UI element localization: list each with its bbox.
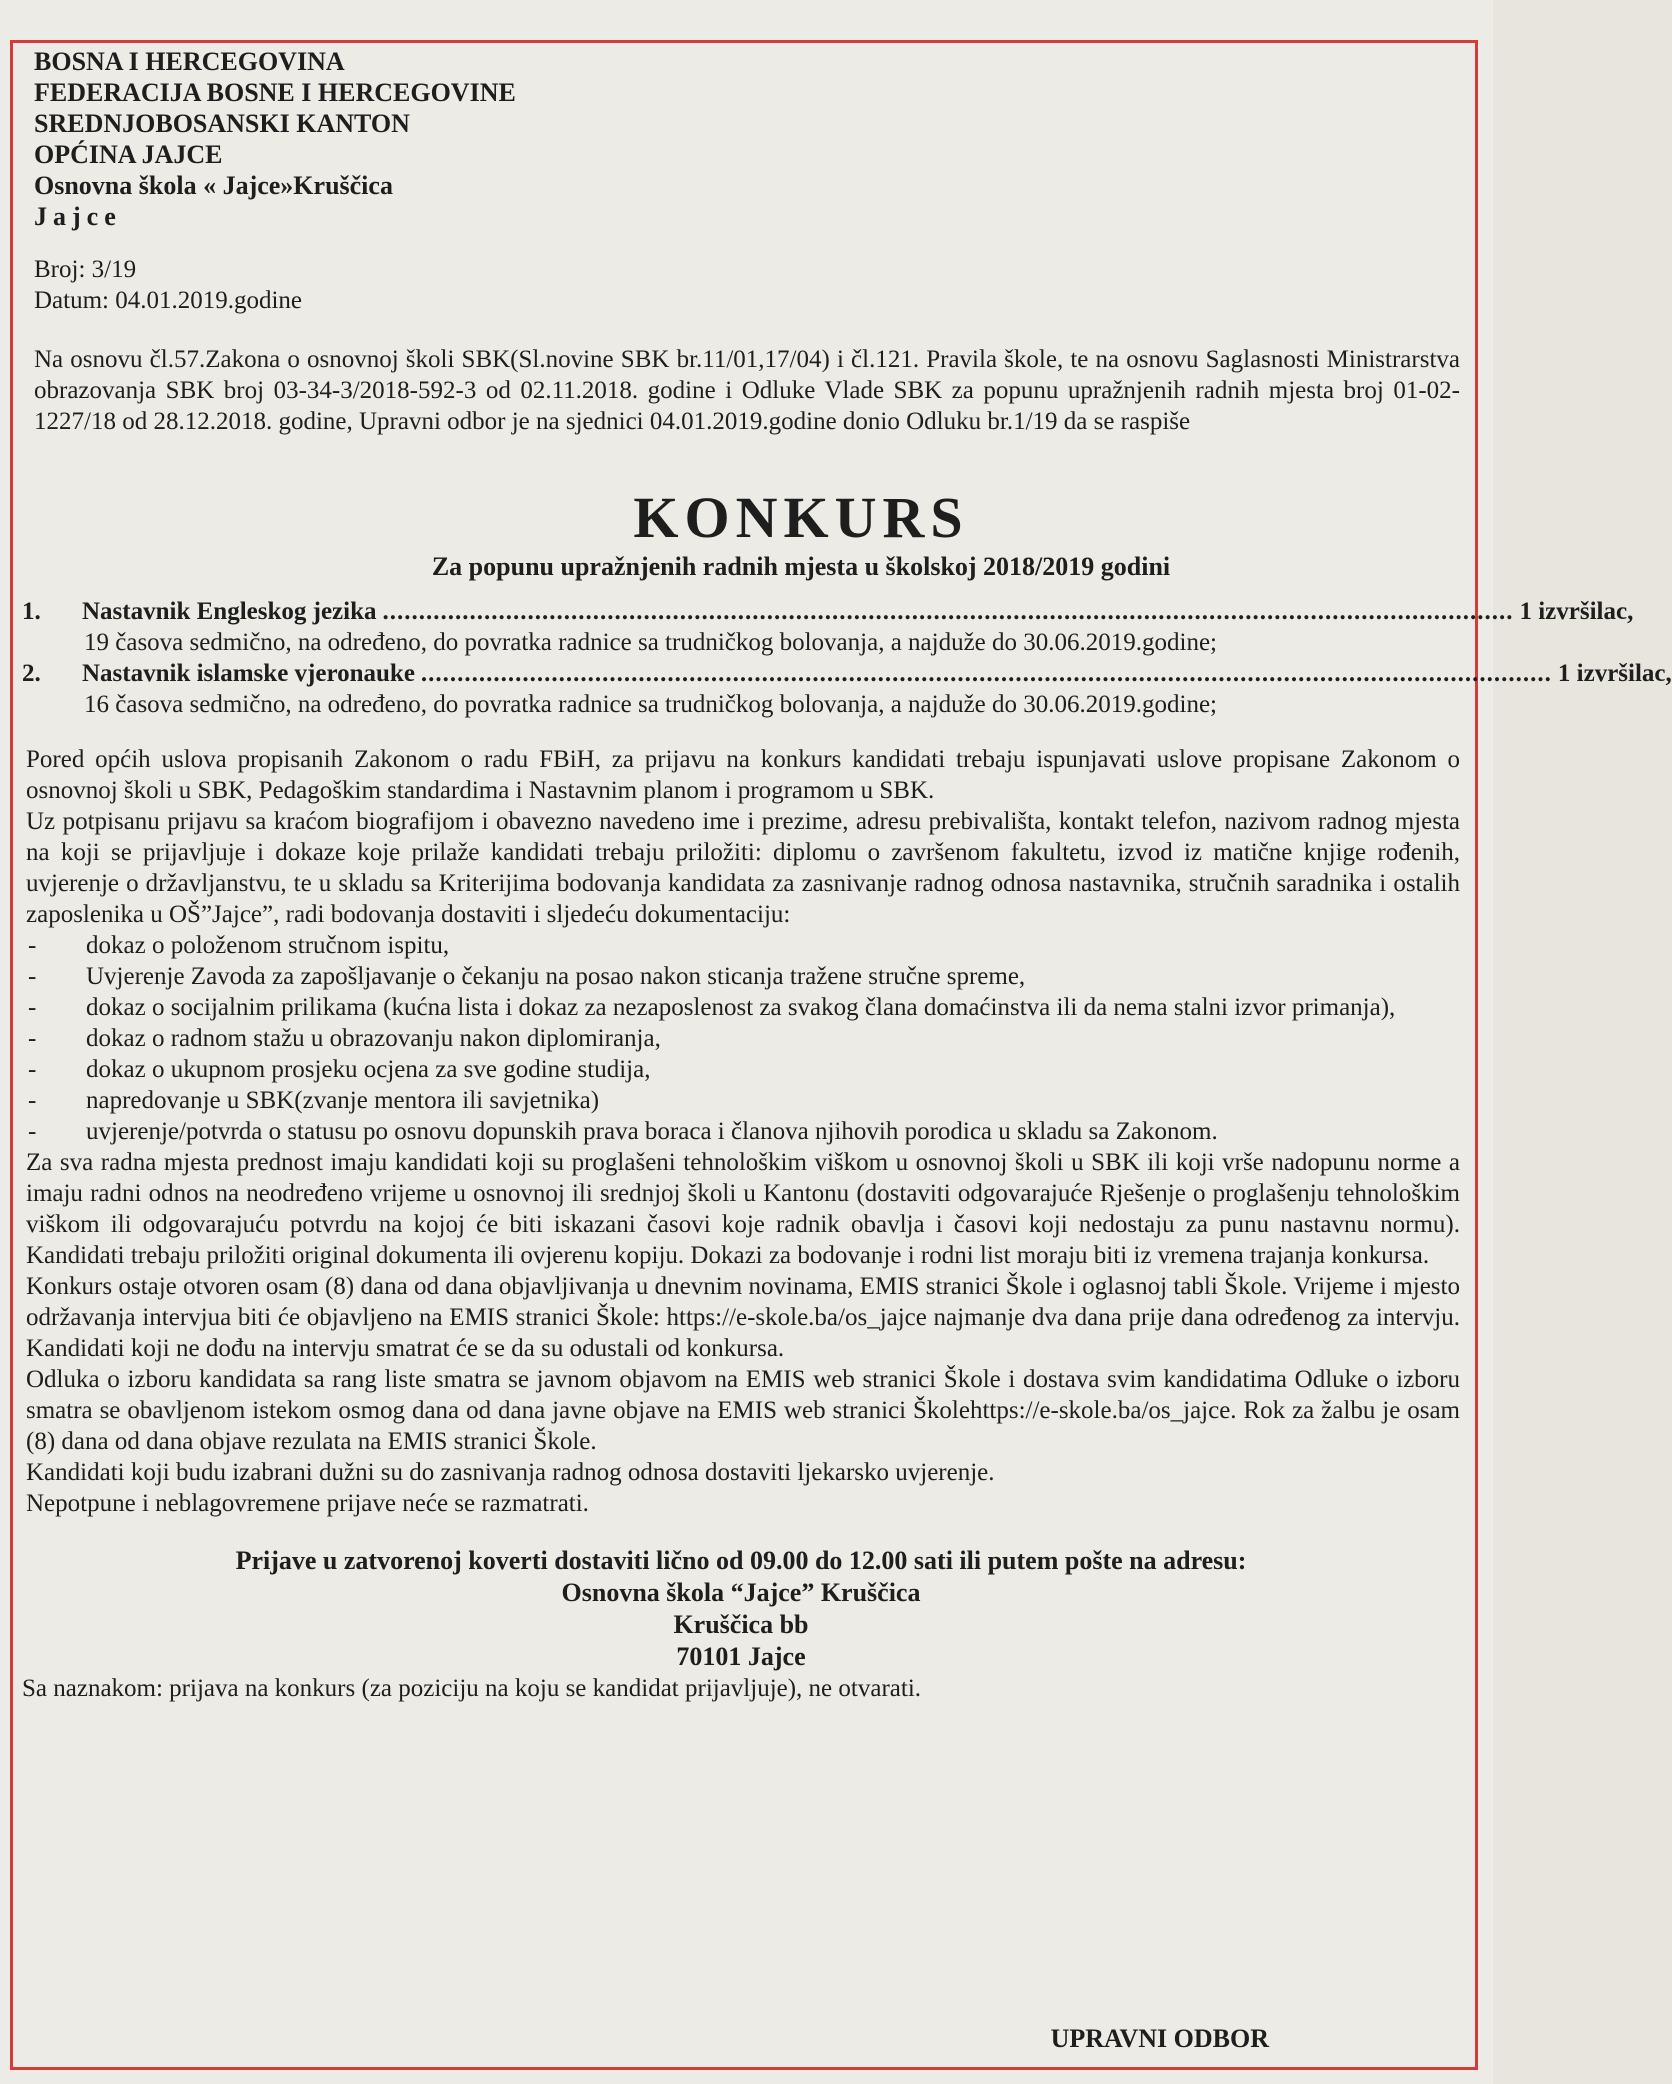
header-canton: SREDNJOBOSANSKI KANTON bbox=[34, 109, 410, 138]
header-country: BOSNA I HERCEGOVINA bbox=[34, 47, 345, 76]
priority-paragraph: Za sva radna mjesta prednost imaju kandidati koji su proglašeni tehnološkim viškom u osnovnoj školi u SBK ili koji vrše nadopunu norme a imaju radni odnos na neodređeno vrijeme u osnovnoj ili srednjoj školi u Kantonu (dostaviti odgovarajuće Rješenje o proglašenju tehnološkim viškom ili odgovarajuću potvrdu na kojoj će biti iskazani časovi koje radnik obavlja i časovi koji nedostaju za punu nastavnu normu). Kandidati trebaju priložiti original dokumenta ili ovjerenu kopiju. Dokazi za bodovanje i rodni list moraju biti iz vremena trajanja konkursa. bbox=[26, 1149, 1460, 1269]
decision-paragraph: Odluka o izboru kandidata sa rang liste smatra se javnom objavom na EMIS web stranici Škole i dostava svim kandidatima Odluke o izboru smatra se obavljenom istekom osmog dana od dana javne objave na EMIS web stranici Školehttps://e-skole.ba/os_jajce. Rok za žalbu je osam (8) dana od dana objave rezulata na EMIS stranici Škole. bbox=[26, 1366, 1460, 1455]
position-number: 1. bbox=[22, 598, 41, 625]
position-description: 16 časova sedmično, na određeno, do povratka radnice sa trudničkog bolovanja, a najduže do 30.06.2019.godine; bbox=[84, 691, 1218, 718]
list-item: - dokaz o položenom stručnom ispitu, bbox=[28, 932, 450, 959]
position-name: Nastavnik islamske vjeronauke bbox=[82, 660, 415, 687]
dot-leader: ............................................................................................................................................................ bbox=[420, 660, 1552, 687]
list-item: - dokaz o ukupnom prosjeku ocjena za sve godine studija, bbox=[28, 1056, 651, 1083]
header-city: Jajce bbox=[34, 202, 122, 231]
list-item: - dokaz o socijalnim prilikama (kućna lista i dokaz za nezaposlenost za svakog člana domaćinstva ili da nema stalni izvor primanja), bbox=[28, 994, 1396, 1021]
position-number: 2. bbox=[22, 660, 41, 687]
envelope-note: Sa naznakom: prijava na konkurs (za poziciju na koju se kandidat prijavljuje), ne otvarati. bbox=[22, 1675, 922, 1702]
documents-list bbox=[26, 930, 1460, 1147]
address-school: Osnovna škola “Jajce” Kruščica bbox=[561, 1578, 921, 1607]
document-number: Broj: 3/19 bbox=[34, 256, 137, 283]
signature: UPRAVNI ODBOR bbox=[1050, 2024, 1269, 2053]
list-item: - napredovanje u SBK(zvanje mentora ili savjetnika) bbox=[28, 1087, 600, 1114]
list-item: - uvjerenje/potvrda o statusu po osnovu dopunskih prava boraca i članova njihovih porodica u skladu sa Zakonom. bbox=[28, 1118, 1218, 1145]
duration-paragraph: Konkurs ostaje otvoren osam (8) dana od dana objavljivanja u dnevnim novinama, EMIS stranici Škole i oglasnoj tabli Škole. Vrijeme i mjesto održavanja intervjua biti će objavljeno na EMIS stranici Škole: https://e-skole.ba/os_jajce najmanje dva dana prije dana određenog za intervju. Kandidati koji ne dođu na intervju smatrat će se da su odustali od konkursa. bbox=[26, 1273, 1460, 1362]
intro-paragraph: Na osnovu čl.57.Zakona o osnovnoj školi SBK(Sl.novine SBK br.11/01,17/04) i čl.121. Pravila škole, te na osnovu Saglasnosti Ministrarstva obrazovanja SBK broj 03-34-3/2018-592-3 od 02.11.2018. godine i Odluke Vlade SBK za popunu upražnjenih radnih mjesta broj 01-02-1227/18 od 28.12.2018. godine, Upravni odbor je na sjednici 04.01.2019.godine donio Odluku br.1/19 da se raspiše bbox=[34, 346, 1460, 435]
submission-instructions: Prijave u zatvorenoj koverti dostaviti lično od 09.00 do 12.00 sati ili putem pošte na adresu: bbox=[235, 1546, 1247, 1575]
document-date: Datum: 04.01.2019.godine bbox=[34, 287, 303, 314]
document-content bbox=[22, 46, 1672, 1704]
header-municipality: OPĆINA JAJCE bbox=[34, 140, 223, 169]
address-postal: 70101 Jajce bbox=[676, 1642, 806, 1671]
institution-header bbox=[34, 46, 1460, 232]
position-count: 1 izvršilac, bbox=[1519, 598, 1634, 625]
submission-address bbox=[22, 1545, 1460, 1673]
header-federation: FEDERACIJA BOSNE I HERCEGOVINE bbox=[34, 78, 516, 107]
conditions-body bbox=[26, 744, 1460, 1519]
list-item: - dokaz o radnom stažu u obrazovanju nakon diplomiranja, bbox=[28, 1025, 661, 1052]
dot-leader: ............................................................................................................................................................ bbox=[382, 598, 1514, 625]
page-subtitle: Za popunu upražnjenih radnih mjesta u školskoj 2018/2019 godini bbox=[431, 552, 1171, 581]
documents-paragraph: Uz potpisanu prijavu sa kraćom biografijom i obavezno navedeno ime i prezime, adresu prebivališta, kontakt telefon, nazivom radnog mjesta na koji se prijavljuje i dokaze koje prilaže kandidati trebaju priložiti: diplomu o završenom fakultetu, izvod iz matične knjige rođenih, uvjerenje o državljanstvu, te u skladu sa Kriterijima bodovanja kandidata za zasnivanje radnog odnosa nastavnika, stručnih saradnika i ostalih zaposlenika u OŠ”Jajce”, radi bodovanja dostaviti i sljedeću dokumentaciju: bbox=[26, 808, 1460, 928]
position-count: 1 izvršilac, bbox=[1557, 660, 1672, 687]
positions-list bbox=[22, 596, 1672, 720]
incomplete-paragraph: Nepotpune i neblagovremene prijave neće se razmatrati. bbox=[26, 1490, 589, 1517]
position-name: Nastavnik Engleskog jezika bbox=[82, 598, 377, 625]
list-item: - Uvjerenje Zavoda za zapošljavanje o čekanju na posao nakon sticanja tražene stručne spreme, bbox=[28, 963, 1026, 990]
document-meta bbox=[34, 254, 1460, 316]
address-street: Kruščica bb bbox=[673, 1610, 809, 1639]
page-title: KONKURS bbox=[633, 485, 969, 550]
position-description: 19 časova sedmično, na određeno, do povratka radnice sa trudničkog bolovanja, a najduže do 30.06.2019.godine; bbox=[84, 629, 1218, 656]
position-item bbox=[22, 658, 1672, 720]
header-school: Osnovna škola « Jajce»Kruščica bbox=[34, 171, 393, 200]
medical-paragraph: Kandidati koji budu izabrani dužni su do zasnivanja radnog odnosa dostaviti ljekarsko uvjerenje. bbox=[26, 1459, 995, 1486]
position-item bbox=[22, 596, 1634, 658]
conditions-paragraph: Pored općih uslova propisanih Zakonom o radu FBiH, za prijavu na konkurs kandidati trebaju ispunjavati uslove propisane Zakonom o osnovnoj školi u SBK, Pedagoškim standardima i Nastavnim planom i programom u SBK. bbox=[26, 746, 1460, 804]
